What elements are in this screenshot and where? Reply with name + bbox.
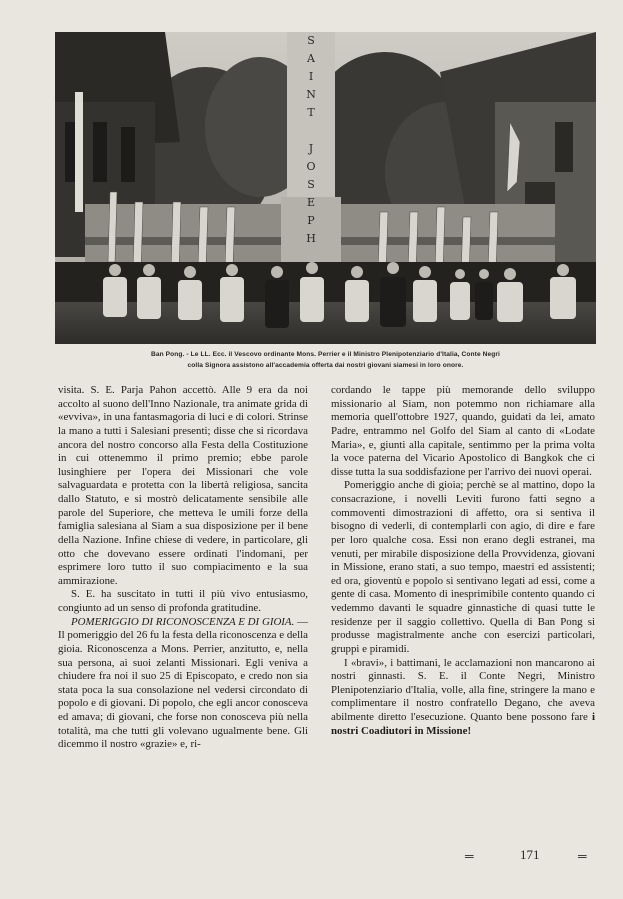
photo-illustration	[55, 32, 596, 344]
monument-letter: I	[308, 70, 314, 83]
monument-letter: O	[306, 160, 316, 173]
monument-letter: S	[307, 34, 315, 47]
paragraph-text: I «bravi», i battimani, le acclamazioni non mancarono ai nostri ginnasti. S. E. il Conte Negri, Ministro Plenipotenziario d'Italia, volle, alla fine, stringere la mano e complimentare il nostro confratello Degano, che aveva abilmente diretto l'esecuzione. Quanto bene possono fare	[331, 656, 595, 723]
monument-letter: T	[307, 106, 315, 119]
monument-letter: S	[307, 178, 315, 191]
photo-caption	[55, 350, 596, 371]
paragraph: visita. S. E. Parja Pahon accettò. Alle 9 era da noi accolto al suono dell'Inno Nazionale, tra animate grida di «evviva», in una fantasmagoria di luci e di colori. Strinse la mano a tutti i Salesiani presenti; disse che si ricordava ancora del nostro concorso alla Festa della Costituzione in cui ottenemmo il primo premio; ebbe parole lusinghiere per l'opera dei Missionari che vole salvaguardata e protetta con la libertà religiosa, sancita dallo Statuto, e si mostrò delicatamente sensibile alle parole del Superiore, che metteva le umili forze della famiglia salesiana al Siam a sua disposizione per il bene della Nazione. Infine chiese di vedere, in particolare, gli otto che dovevano essere ordinati l'indomani, per esprimere loro tutto il suo compiacimento e la sua ammirazione.	[58, 384, 308, 587]
paragraph: S. E. ha suscitato in tutti il più vivo entusiasmo, congiunto ad un senso di profonda gratitudine.	[58, 588, 308, 614]
caption-line-2: colla Signora assistono all'accademia offerta dai nostri giovani siamesi in loro onore.	[187, 361, 464, 369]
monument-letter: E	[306, 196, 316, 209]
monument-letter: P	[307, 214, 315, 227]
page-number: 171	[520, 847, 540, 862]
left-column	[58, 384, 308, 752]
monument-letter: J	[308, 142, 314, 155]
monument-letter: H	[306, 232, 316, 245]
caption-line-1: Ban Pong. - Le LL. Ecc. il Vescovo ordinante Mons. Perrier e il Ministro Plenipotenziario d'Italia, Conte Negri	[150, 351, 500, 358]
paragraph: Pomeriggio anche di gioia; perchè se al mattino, dopo la consacrazione, i novelli Leviti furono fatti segno a commoventi dimostrazioni di affetto, ora si sentiva il bisogno di vederli, di contemplarli con agio, di dire e fare per loro qualche cosa. Essi non erano degli estranei, ma venuti, per mirabile disposizione della Provvidenza, giovani in Missione, erano stati, a suo tempo, maestri ed assistenti; ed ora, gioventù e popolo si sentivano legati ad essi, come a gente di casa. Momento di inesprimibile contento quando ci vedemmo davanti le squadre ginnastiche di quasi tutte le residenze per il saggio collettivo. Quella di Ban Pong si produsse magistralmente anche con esercizi particolari, gruppi e piramidi.	[331, 479, 595, 655]
footer-ornament: ═	[578, 849, 586, 863]
paragraph-text: — Il pomeriggio del 26 fu la festa della riconoscenza e della gioia. Riconoscenza a Mons. Perrier, anzitutto, e, nella sua persona, ai suoi zelanti Missionari. Egli veniva a chiudere fra noi il suo 25 di Episcopato, e credo non sia stata poca la sua consolazione nel vedersi circondato di popolo e di giovani. Di popolo, che egli ancor conosceva ed amava; di giovani, che forse non conosceva più nella totalità, ma che tutti gli volevano ugualmente bene. Gli dicemmo il nostro «grazie» e, ri-	[58, 615, 308, 751]
monument-letter: A	[307, 52, 315, 65]
paragraph: cordando le tappe più memorande dello sviluppo missionario al Siam, non potemmo non richiamare alla memoria quell'ottobre 1927, quando, guidati da lei, amato Padre, entrammo nel Golfo del Siam al canto di «Lodate Maria», e, giunti alla capitale, sentimmo per la prima volta la voce paterna del Vicario Apostolico di Bangkok che ci disse tutta la sua soddisfazione per l'arrivo dei nuovi operai.	[331, 384, 595, 478]
bold-phrase: i nostri Coadiutori in Missione!	[331, 711, 595, 737]
monument-letter: N	[306, 88, 316, 101]
section-paragraph	[58, 616, 308, 752]
paragraph	[331, 657, 595, 739]
right-column	[331, 384, 595, 738]
footer-ornament: ═	[465, 849, 473, 863]
section-heading: POMERIGGIO DI RICONOSCENZA E DI GIOIA.	[71, 615, 295, 628]
ceremony-photograph	[55, 32, 596, 344]
